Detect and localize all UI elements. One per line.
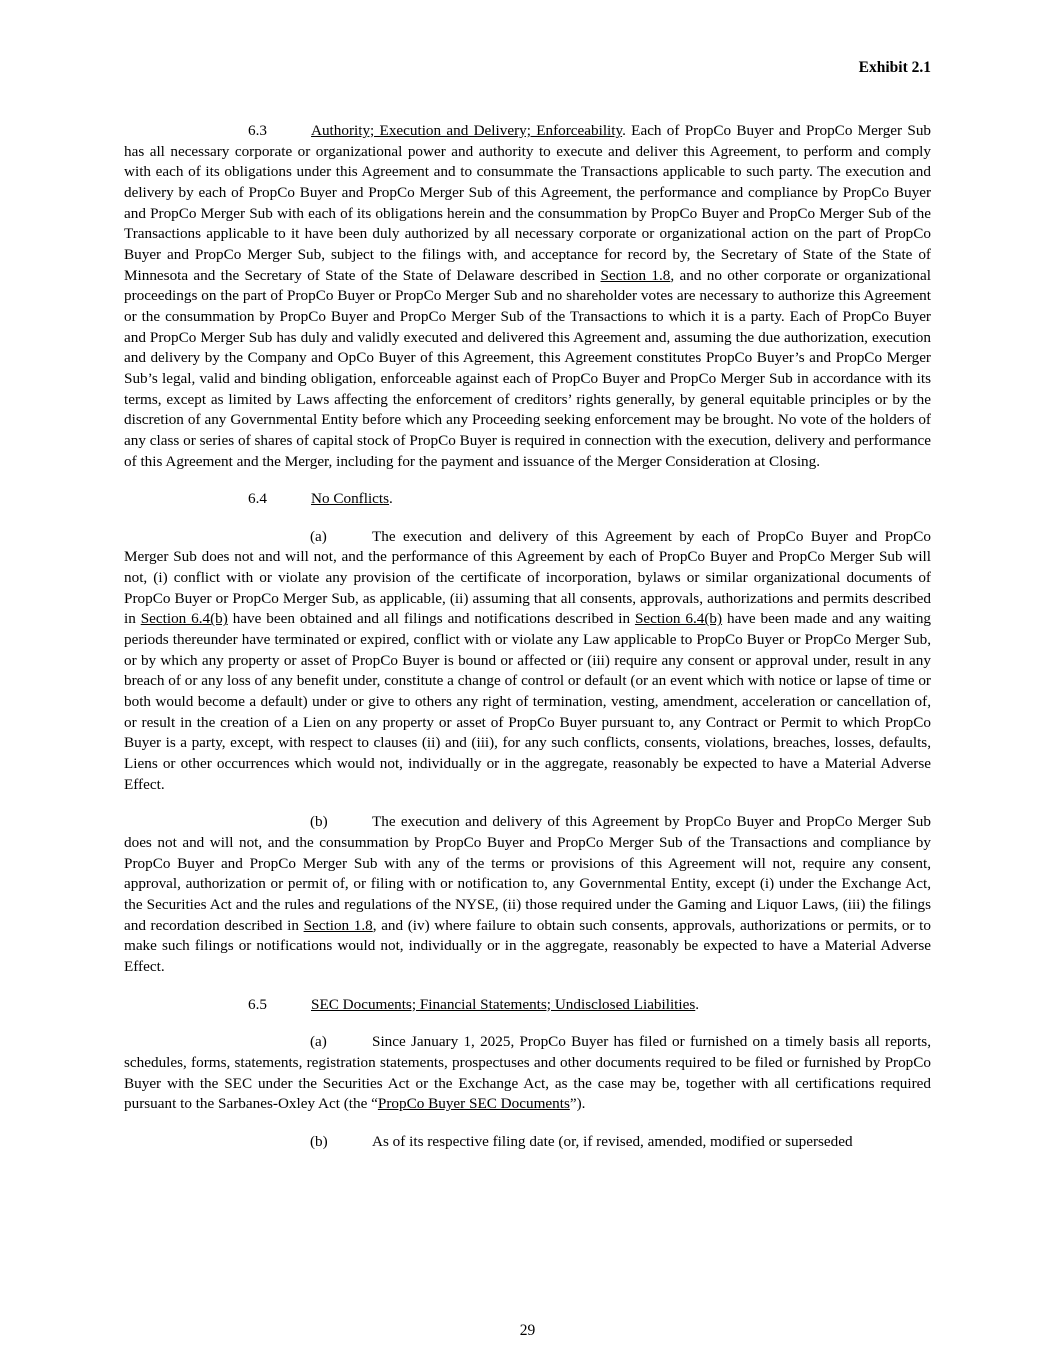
section-title: No Conflicts	[311, 490, 390, 508]
section-6-3: 6.3 Authority; Execution and Delivery; Enforceability. Each of PropCo Buyer and PropCo Merger Sub has all necessary corporate or organizational power and authority to execute and deliver this Agreement, to perform and comply with each of its obligations under this Agreement and to consummate the Transactions applicable to such party. The execution and delivery by each of PropCo Buyer and PropCo Merger Sub of this Agreement, the performance and compliance by PropCo Buyer and PropCo Merger Sub with each of its obligations herein and the consummation by PropCo Buyer and PropCo Merger Sub of the Transactions applicable to it have been duly authorized by all necessary corporate or organizational action on the part of PropCo Buyer and PropCo Merger Sub, subject to the filings with, and acceptance for record by, the Secretary of State of the State of Minnesota and the Secretary of State of the State of Delaware described in Section 1.8, and no other corporate or organizational proceedings on the part of PropCo Buyer or PropCo Merger Sub and no shareholder votes are necessary to authorize this Agreement or the consummation by PropCo Buyer and PropCo Merger Sub of the Transactions to which it is a party. Each of PropCo Buyer and PropCo Merger Sub has duly and validly executed and delivered this Agreement and, assuming the due authorization, execution and delivery by the Company and OpCo Buyer of this Agreement, this Agreement constitutes PropCo Buyer’s and PropCo Merger Sub’s legal, valid and binding obligation, enforceable against each of PropCo Buyer and PropCo Merger Sub in accordance with its terms, except as limited by Laws affecting the enforcement of creditors’ rights generally, by general equitable principles or by the discretion of any Governmental Entity before which any Proceeding seeking enforcement may be brought. No vote of the holders of any class or series of shares of capital stock of PropCo Buyer is required in connection with the execution, delivery and performance of this Agreement and the Merger, including for the payment and issuance of the Merger Consideration at Closing.	[124, 122, 932, 470]
cross-reference: Section 6.4(b)	[140, 610, 228, 628]
page-number: 29	[519, 1322, 536, 1339]
clause-label: (b)	[310, 813, 328, 831]
exhibit-label: Exhibit 2.1	[858, 59, 931, 76]
section-title: Authority; Execution and Delivery; Enforceability	[311, 122, 623, 139]
section-number: 6.5	[248, 995, 267, 1013]
defined-term: PropCo Buyer SEC Documents	[377, 1095, 570, 1113]
clause-6-4-b: (b) The execution and delivery of this Agreement by PropCo Buyer and PropCo Merger Sub does not and will not, and the consummation by PropCo Buyer and PropCo Merger Sub of the Transactions and compliance by PropCo Buyer and PropCo Merger Sub with any of the terms or provisions of this Agreement will not, require any consent, approval, authorization or permit of, or filing with or notification to, any Governmental Entity, except (i) under the Exchange Act, the Securities Act and the rules and regulations of the NYSE, (ii) those required under the Gaming and Liquor Laws, (iii) the filings and recordation described in Section 1.8, and (iv) where failure to obtain such consents, approvals, authorizations or permits, or to make such filings or notifications would not, individually or in the aggregate, reasonably be expected to have a Material Adverse Effect.	[124, 813, 931, 975]
clause-label: (a)	[310, 1033, 327, 1051]
cross-reference: Section 6.4(b)	[634, 610, 723, 628]
clause-label: (a)	[310, 527, 327, 545]
clause-6-4-a: (a) The execution and delivery of this Agreement by each of PropCo Buyer and PropCo Merger Sub does not and will not, and the performance of this Agreement by each of PropCo Buyer and PropCo Merger Sub will not, (i) conflict with or violate any provision of the certificate of incorporation, bylaws or similar organizational documents of PropCo Buyer or PropCo Merger Sub, as applicable, (ii) assuming that all consents, approvals, authorizations and permits described in Section 6.4(b) have been obtained and all filings and notifications described in Section 6.4(b) have been made and any waiting periods thereunder have terminated or expired, conflict with or violate any Law applicable to PropCo Buyer or PropCo Merger Sub, or by which any property or asset of PropCo Buyer is bound or affected or (iii) require any consent or approval under, result in any breach of or any loss of any benefit under, constitute a change of control or default (or an event which with notice or lapse of time or both would become a default) under or give to others any right of termination, vesting, amendment, acceleration or cancellation of, or result in the creation of a Lien on any property or asset of PropCo Buyer pursuant to, any Contract or Permit to which PropCo Buyer is a party, except, with respect to clauses (ii) and (iii), for any such conflicts, consents, violations, breaches, losses, defaults, Liens or other occurrences which would not, individually or in the aggregate, reasonably be expected to have a Material Adverse Effect.	[124, 527, 932, 793]
section-6-5: 6.5 SEC Documents; Financial Statements; Undisclosed Liabilities.	[124, 995, 931, 1016]
clause-6-5-a: (a) Since January 1, 2025, PropCo Buyer has filed or furnished on a timely basis all reports, schedules, forms, statements, registration statements, prospectuses and other documents required to be filed or furnished by PropCo Buyer with the SEC under the Securities Act or the Exchange Act, as the case may be, together with all certifications required pursuant to the Sarbanes-Oxley Act (the “PropCo Buyer SEC Documents”).	[124, 1033, 931, 1113]
section-number: 6.3	[248, 122, 267, 139]
cross-reference: Section 1.8	[600, 266, 671, 284]
cross-reference: Section 1.8	[303, 916, 373, 934]
document-body	[124, 121, 931, 1153]
section-title: SEC Documents; Financial Statements; Undisclosed Liabilities	[311, 995, 696, 1013]
section-number: 6.4	[248, 490, 267, 508]
clause-label: (b)	[310, 1132, 328, 1150]
section-6-4: 6.4 No Conflicts.	[124, 489, 931, 510]
clause-6-5-b: (b) As of its respective filing date (or, if revised, amended, modified or superseded	[124, 1132, 931, 1153]
